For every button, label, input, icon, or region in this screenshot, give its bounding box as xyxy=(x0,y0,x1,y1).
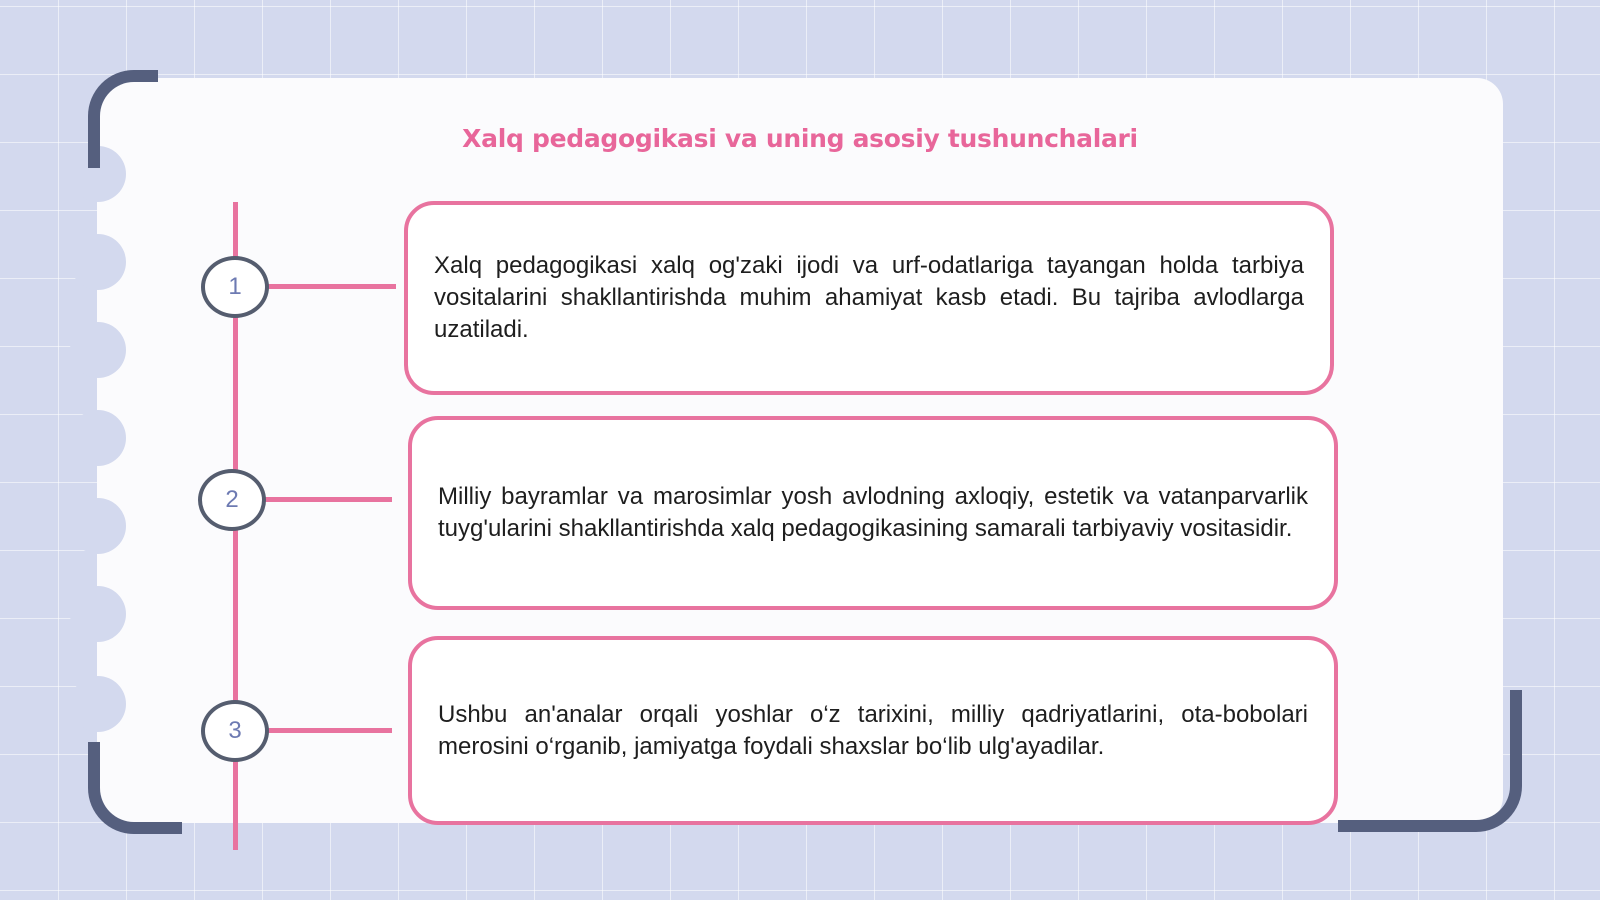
corner-bracket-top-left xyxy=(88,70,158,168)
step-connector xyxy=(266,284,396,289)
step-connector xyxy=(266,728,392,733)
paper-notch xyxy=(70,676,126,732)
step-box-1 xyxy=(404,201,1334,395)
step-text-3: Ushbu an'analar orqali yoshlar o‘z tarixini, milliy qadriyatlarini, ota-bobolari merosini o‘rganib, jamiyatga foydali shaxslar bo‘lib ulg'ayadilar. xyxy=(438,700,1308,760)
corner-bracket-bottom-left xyxy=(88,742,182,834)
paper-notch xyxy=(70,234,126,290)
step-number-3: 3 xyxy=(201,700,269,762)
step-number-2: 2 xyxy=(198,469,266,531)
step-connector xyxy=(262,497,392,502)
corner-bracket-bottom-right xyxy=(1338,690,1522,832)
step-box-2 xyxy=(408,416,1338,610)
step-number-1: 1 xyxy=(201,256,269,318)
slide-title: Xalq pedagogikasi va uning asosiy tushunchalari xyxy=(462,124,1138,153)
paper-notch xyxy=(70,410,126,466)
paper-notch xyxy=(70,586,126,642)
step-box-3 xyxy=(408,636,1338,825)
step-text-2: Milliy bayramlar va marosimlar yosh avlodning axloqiy, estetik va vatanparvarlik tuyg'ularini shakllantirishda xalq pedagogikasining samarali tarbiyaviy vositasidir. xyxy=(438,483,1308,542)
step-text-1: Xalq pedagogikasi xalq og'zaki ijodi va urf-odatlariga tayangan holda tarbiya vositalarini shakllantirishda muhim ahamiyat kasb etadi. Bu tajriba avlodlarga uzatiladi. xyxy=(434,252,1304,343)
paper-notch xyxy=(70,498,126,554)
paper-notch xyxy=(70,322,126,378)
